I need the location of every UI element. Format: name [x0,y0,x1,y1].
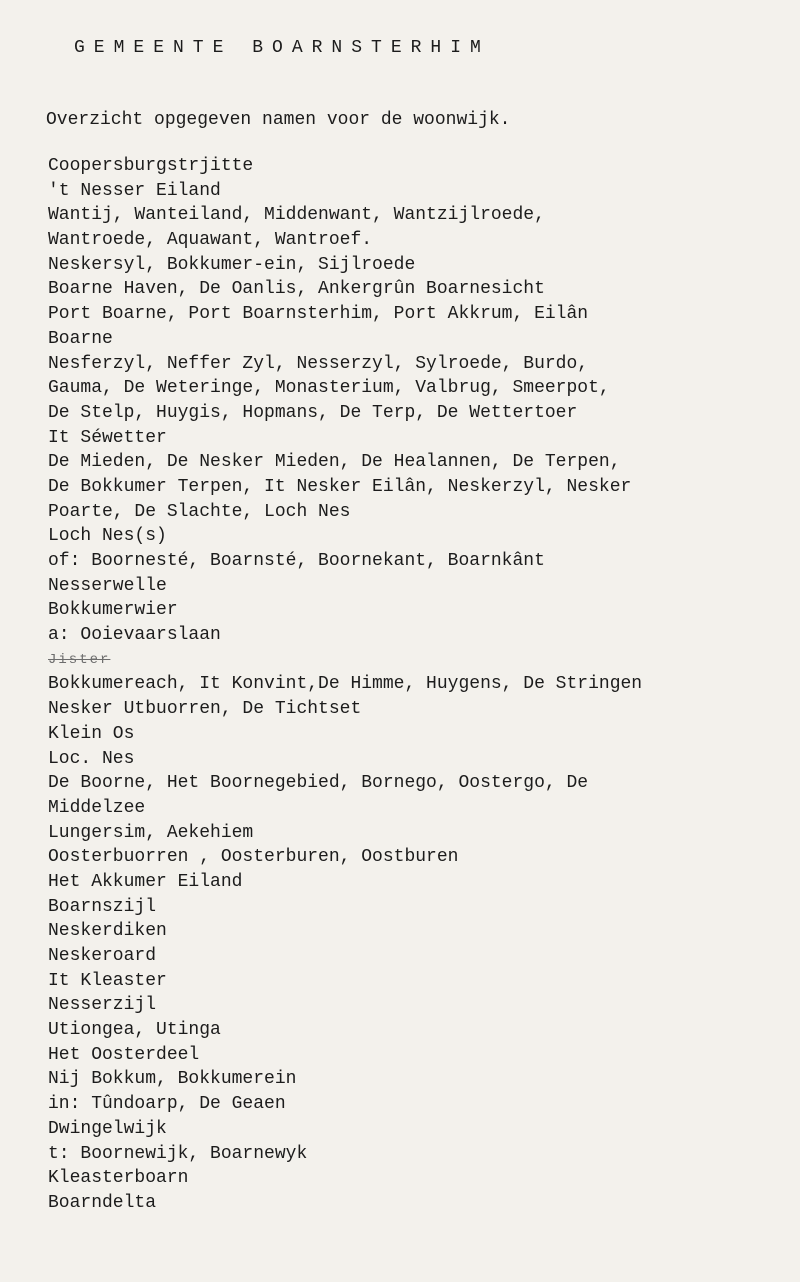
list-item: Gauma, De Weteringe, Monasterium, Valbrug, Smeerpot, [48,378,610,399]
list-item: De Bokkumer Terpen, It Nesker Eilân, Neskerzyl, Nesker [48,476,632,497]
list-item: Kleasterboarn [48,1168,189,1189]
struck-through-item: Jister [48,651,111,668]
list-item: De Stelp, Huygis, Hopmans, De Terp, De Wettertoer [48,402,578,423]
list-item: Coopersburgstrjitte [48,156,254,176]
list-item: Neskersyl, Bokkumer-ein, Sijlroede [48,254,416,275]
list-item: Klein Os [48,723,135,744]
list-item: Nij Bokkum, Bokkumerein [48,1069,297,1090]
list-item: Port Boarne, Port Boarnsterhim, Port Akkrum, Eilân [48,304,589,325]
list-item: De Mieden, De Nesker Mieden, De Healannen, De Terpen, [48,452,621,473]
list-item: Nesserzijl [48,995,157,1016]
list-item: Bokkumereach, It Konvint,De Himme, Huygens, De Stringen [48,674,643,695]
list-item: Neskerdiken [48,921,167,942]
list-item: 't Nesser Eiland [48,180,221,201]
list-item: It Kleaster [48,970,167,991]
list-item: Oosterbuorren , Oosterburen, Oostburen [48,847,459,868]
list-item: De Boorne, Het Boornegebied, Bornego, Oostergo, De [48,773,589,794]
list-item: in: Tûndoarp, De Geaen [48,1094,286,1115]
list-item: Poarte, De Slachte, Loch Nes [48,501,351,522]
list-item: Neskeroard [48,946,157,966]
list-item: Nesker Utbuorren, De Tichtset [48,699,362,720]
page-header: GEMEENTE BOARNSTERHIM [74,38,490,58]
list-item: Het Oosterdeel [48,1044,200,1065]
list-item: Boarne [48,328,113,349]
list-item: Wantij, Wanteiland, Middenwant, Wantzijlroede, [48,205,545,226]
list-item: Het Akkumer Eiland [48,871,243,892]
name-list [48,154,642,1216]
list-item: Middelzee [48,797,146,818]
list-item: Nesferzyl, Neffer Zyl, Nesserzyl, Sylroede, Burdo, [48,353,589,374]
list-item: of: Boornesté, Boarnsté, Boornekant, Boarnkânt [48,551,545,571]
list-item: a: Ooievaarslaan [48,625,221,646]
list-item: Boarne Haven, De Oanlis, Ankergrûn Boarnesicht [48,279,545,300]
list-item: Boarnszijl [48,896,157,917]
list-item: Nesserwelle [48,575,167,596]
list-item: Loc. Nes [48,748,135,769]
list-item: Dwingelwijk [48,1118,167,1139]
page-subtitle: Overzicht opgegeven namen voor de woonwijk. [46,110,511,130]
list-item: Wantroede, Aquawant, Wantroef. [48,230,373,251]
list-item: t: Boornewijk, Boarnewyk [48,1143,308,1164]
list-item: Bokkumerwier [48,600,178,621]
list-item: Utiongea, Utinga [48,1020,221,1041]
list-item: Lungersim, Aekehiem [48,822,254,843]
list-item: Boarndelta [48,1192,157,1213]
list-item: Loch Nes(s) [48,526,167,547]
list-item: It Séwetter [48,427,167,448]
